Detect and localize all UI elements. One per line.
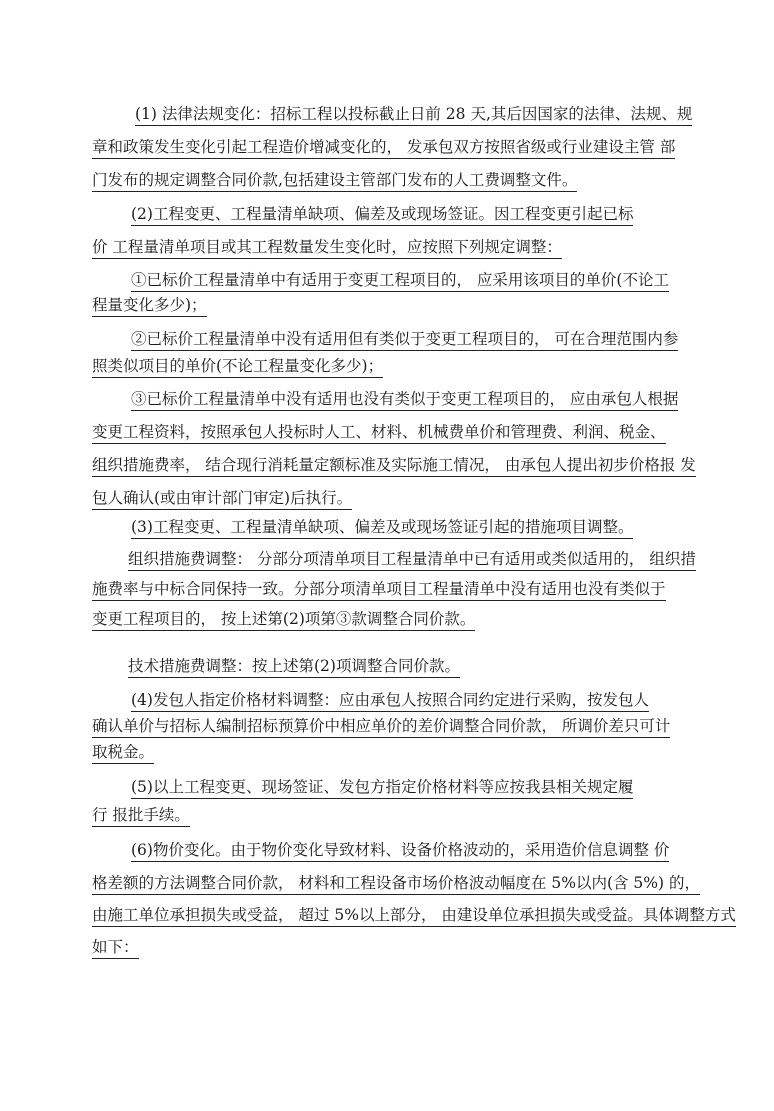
text-line: (5)以上工程变更、现场签证、发包方指定价格材料等应按我县相关规定履 xyxy=(131,777,633,799)
text-line: 行 报批手续。 xyxy=(92,805,190,827)
text-line: 组织措施费调整： 分部分项清单项目工程量清单中已有适用或类似适用的， 组织措 xyxy=(128,549,696,571)
text-line: 如下： xyxy=(92,937,139,959)
text-line: 确认单价与招标人编制招标预算价中相应单价的差价调整合同价款， 所调价差只可计 xyxy=(92,716,670,738)
text-line: ③已标价工程量清单中没有适用也没有类似于变更工程项目的， 应由承包人根据 xyxy=(131,389,678,411)
text-line: 施费率与中标合同保持一致。分部分项清单项目工程量清单中没有适用也没有类似于 xyxy=(92,579,666,601)
text-line: 变更工程资料，按照承包人投标时人工、材料、机械费单价和管理费、利润、税金、 xyxy=(92,422,666,444)
text-line: (2)工程变更、工程量清单缺项、偏差及或现场签证。因工程变更引起已标 xyxy=(131,204,633,226)
text-line: 取税金。 xyxy=(92,742,154,764)
text-line: (4)发包人指定价格材料调整：应由承包人按照合同约定进行采购，按发包人 xyxy=(131,690,649,712)
text-line: 章和政策发生变化引起工程造价增减变化的， 发承包双方按照省级或行业建设主管 部 xyxy=(92,137,675,159)
text-line: (1) 法律法规变化：招标工程以投标截止日前 28 天,其后因国家的法律、法规、规 xyxy=(135,104,692,126)
text-line: 格差额的方法调整合同价款， 材料和工程设备市场价格波动幅度在 5%以内(含 5%) 的， xyxy=(92,873,700,895)
text-line: 变更工程项目的， 按上述第(2)项第③款调整合同价款。 xyxy=(92,609,475,631)
text-line: 由施工单位承担损失或受益， 超过 5%以上部分， 由建设单位承担损失或受益。具体调整方式 xyxy=(92,905,736,927)
text-line: 程量变化多少)； xyxy=(92,295,207,317)
text-line: 门发布的规定调整合同价款,包括建设主管部门发布的人工费调整文件。 xyxy=(92,170,577,192)
text-line: 组织措施费率， 结合现行消耗量定额标准及实际施工情况， 由承包人提出初步价格报 发 xyxy=(92,455,696,477)
text-line: (6)物价变化。由于物价变化导致材料、设备价格波动的，采用造价信息调整 价 xyxy=(131,840,669,862)
text-line: ①已标价工程量清单中有适用于变更工程项目的， 应采用该项目的单价(不论工 xyxy=(131,270,669,292)
text-line: 照类似项目的单价(不论工程量变化多少)； xyxy=(92,356,383,378)
text-line: ②已标价工程量清单中没有适用但有类似于变更工程项目的， 可在合理范围内参 xyxy=(131,329,678,351)
text-line: 包人确认(或由审计部门审定)后执行。 xyxy=(92,488,352,510)
text-line: (3)工程变更、工程量清单缺项、偏差及或现场签证引起的措施项目调整。 xyxy=(131,517,633,539)
text-line: 价 工程量清单项目或其工程数量发生变化时，应按照下列规定调整： xyxy=(92,237,562,259)
text-line: 技术措施费调整：按上述第(2)项调整合同价款。 xyxy=(128,656,460,678)
